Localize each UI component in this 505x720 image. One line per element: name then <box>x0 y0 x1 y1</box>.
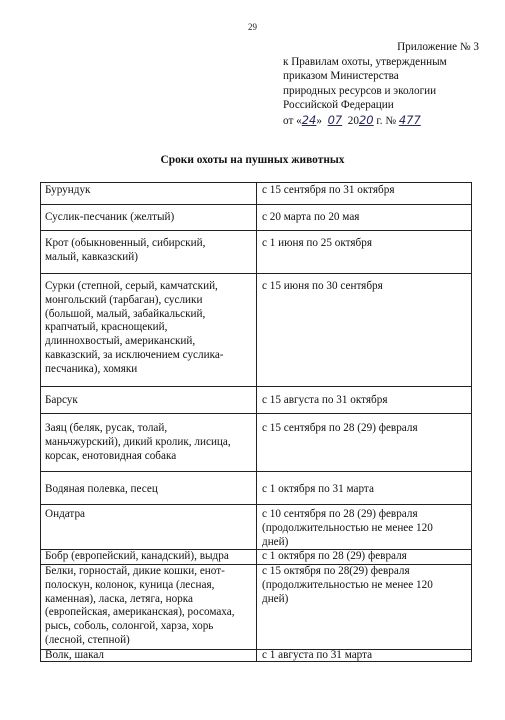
period-cell: с 15 октября по 28(29) февраля (продолжительностью не менее 120 дней) <box>262 565 433 605</box>
animal-cell: Белки, горностай, дикие кошки, енот- полоскун, колонок, куница (лесная, каменная), ласка, летяга, норка (европейская, американская), росомаха, рысь, соболь, солонгой, харза, хорь (лесной, степной) <box>45 565 235 646</box>
date-prefix: от « <box>283 114 302 127</box>
date-year-prefix: 20 <box>347 114 359 127</box>
date-number-prefix: г. № <box>373 114 399 127</box>
page-number: 29 <box>248 22 257 32</box>
animal-cell: Крот (обыкновенный, сибирский, малый, кавказский) <box>45 237 206 263</box>
animal-cell: Водяная полевка, песец <box>45 483 158 495</box>
appendix-title: Приложение № 3 <box>397 41 479 53</box>
period-cell: с 10 сентября по 28 (29) февраля (продолжительностью не менее 120 дней) <box>262 508 433 548</box>
appendix-line: природных ресурсов и экологии <box>283 84 437 97</box>
period-cell: с 15 сентября по 28 (29) февраля <box>262 422 418 434</box>
handwritten-order-number: 477 <box>398 112 421 127</box>
period-cell: с 1 октября по 28 (29) февраля <box>262 550 407 562</box>
date-separator: » <box>316 114 322 127</box>
period-cell: с 15 июня по 30 сентября <box>262 280 383 292</box>
document-title: Сроки охоты на пушных животных <box>160 154 345 166</box>
period-cell: с 15 августа по 31 октября <box>262 394 388 406</box>
period-cell: с 1 июня по 25 октября <box>262 237 372 249</box>
period-cell: с 20 марта по 20 мая <box>262 211 360 223</box>
order-date-line <box>283 113 493 129</box>
hunting-periods-table <box>40 182 472 662</box>
animal-cell: Бурундук <box>45 184 91 196</box>
period-cell: с 15 сентября по 31 октября <box>262 184 395 196</box>
appendix-header <box>283 40 493 129</box>
animal-cell: Суслик-песчаник (желтый) <box>45 211 175 223</box>
appendix-line: приказом Министерства <box>283 70 399 83</box>
handwritten-month: 07 <box>327 112 343 127</box>
handwritten-day: 24 <box>301 112 317 127</box>
appendix-line: к Правилам охоты, утвержденным <box>283 55 447 68</box>
animal-cell: Сурки (степной, серый, камчатский, монгольский (тарбаган), суслики (большой, малый, забайкальский, крапчатый, краснощекий, длиннохвостый, американский, кавказский, за исключением суслика- песчаника), хомяки <box>45 280 224 375</box>
animal-cell: Ондатра <box>45 508 86 520</box>
period-cell: с 1 августа по 31 марта <box>262 649 373 661</box>
animal-cell: Заяц (беляк, русак, толай, маньчжурский), дикий кролик, лисица, корсак, енотовидная собака <box>45 422 231 462</box>
animal-cell: Бобр (европейский, канадский), выдра <box>45 550 229 562</box>
animal-cell: Барсук <box>45 394 78 406</box>
handwritten-year: 20 <box>358 112 374 127</box>
animal-cell: Волк, шакал <box>45 649 105 661</box>
column-divider <box>256 183 257 661</box>
period-cell: с 1 октября по 31 марта <box>262 483 374 495</box>
appendix-line: Российской Федерации <box>283 99 394 112</box>
